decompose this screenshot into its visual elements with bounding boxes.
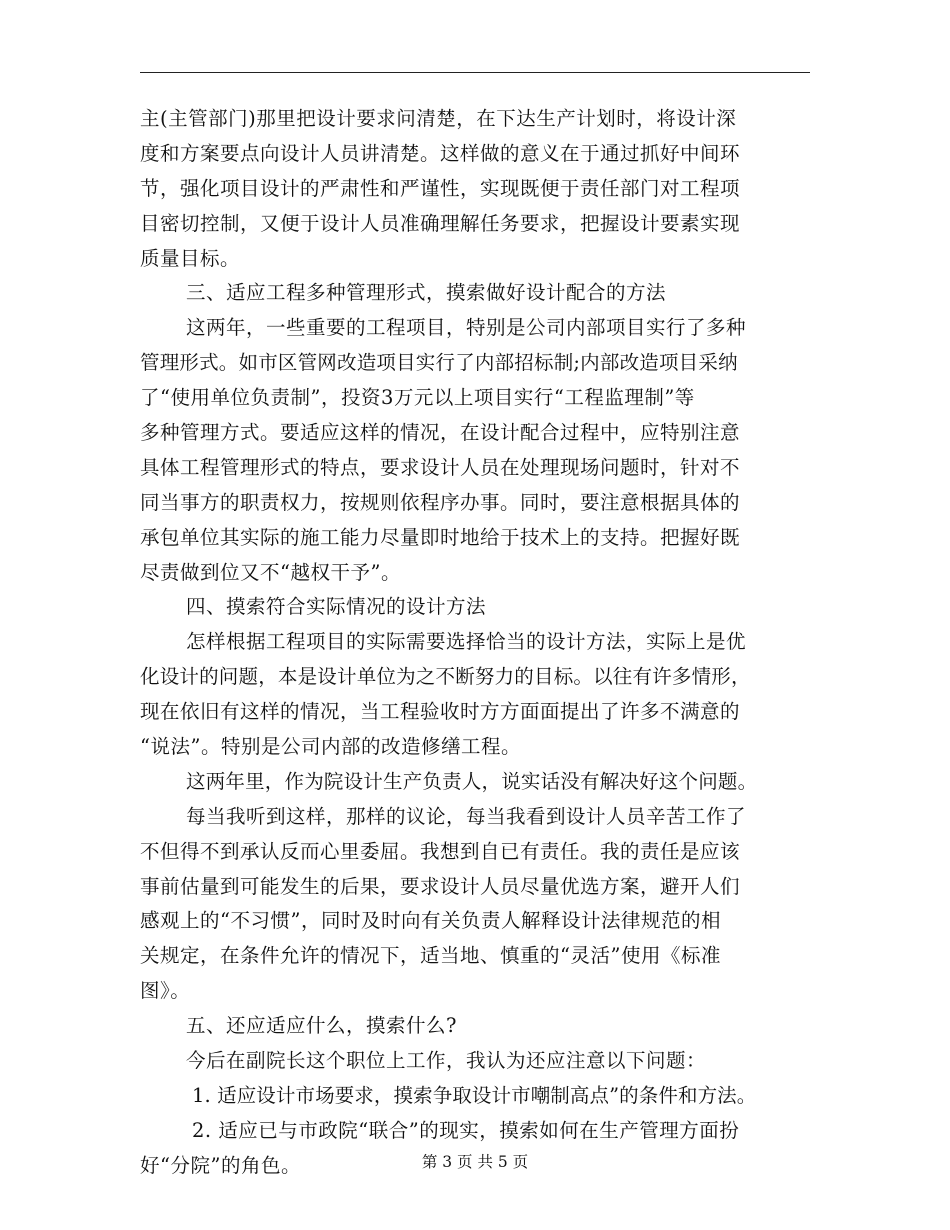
text-line: 尽责做到位又不“越权干予”。: [140, 560, 401, 584]
text-line: 具体工程管理形式的特点，要求设计人员在处理现场问题时，针对不: [140, 455, 741, 479]
text-line: 1. 适应设计市场要求，摸索争取设计市嘲制高点”的条件和方法。: [192, 1083, 757, 1107]
text-line: 主(主管部门)那里把设计要求问清楚，在下达生产计划时，将设计深: [140, 107, 737, 130]
text-line: 五、还应适应什么，摸索什么?: [186, 1014, 457, 1038]
text-line: 这两年，一些重要的工程项目，特别是公司内部项目实行了多种: [186, 316, 747, 340]
text-line: 同当事方的职责权力，按规则依程序办事。同时，要注意根据具体的: [140, 490, 741, 514]
text-line: 节，强化项目设计的严肃性和严谨性，实现既便于责任部门对工程项: [140, 176, 741, 200]
text-line: 关规定，在条件允许的情况下，适当地、慎重的“灵活”使用《标准: [140, 944, 721, 968]
text-line: 承包单位其实际的施工能力尽量即时地给于技术上的支持。把握好既: [140, 525, 741, 549]
text-line: 不但得不到承认反而心里委屈。我想到自已有责任。我的责任是应该: [140, 839, 741, 863]
text-line: 多种管理方式。要适应这样的情况，在设计配合过程中，应特别注意: [140, 421, 741, 445]
document-body: [140, 102, 812, 1184]
text-line: 今后在副院长这个职位上工作，我认为还应注意以下问题：: [186, 1049, 707, 1073]
text-line: 现在依旧有这样的情况，当工程验收时方方面面提出了许多不满意的: [140, 700, 741, 724]
text-line: “说法”。特别是公司内部的改造修缮工程。: [140, 735, 521, 759]
text-line: 怎样根据工程项目的实际需要选择恰当的设计方法，实际上是优: [186, 630, 747, 654]
text-line: 2. 适应已与市政院“联合”的现实，摸索如何在生产管理方面扮: [192, 1118, 740, 1142]
text-line: 化设计的问题，本是设计单位为之不断努力的目标。以往有许多情形，: [140, 665, 751, 689]
text-line: 了“使用单位负责制”，投资3万元以上项目实行“工程监理制”等: [140, 386, 695, 410]
text-line: 感观上的“不习惯”，同时及时向有关负责人解释设计法律规范的相: [140, 909, 721, 933]
text-line: 三、适应工程多种管理形式，摸索做好设计配合的方法: [186, 281, 667, 305]
text-line: 这两年里，作为院设计生产负责人，说实话没有解决好这个问题。: [186, 769, 758, 793]
text-line: 四、摸索符合实际情况的设计方法: [186, 595, 487, 619]
text-line: 管理形式。如市区管网改造项目实行了内部招标制;内部改造项目采纳: [140, 351, 738, 375]
text-line: 质量目标。: [140, 246, 241, 270]
header-rule: [140, 72, 810, 73]
text-line: 好“分院”的角色。: [140, 1153, 301, 1177]
text-line: 事前估量到可能发生的后果，要求设计人员尽量优选方案，避开人们: [140, 874, 741, 898]
text-line: 度和方案要点向设计人员讲清楚。这样做的意义在于通过抓好中间环: [140, 141, 741, 165]
text-line: 每当我听到这样，那样的议论，每当我看到设计人员辛苦工作了: [186, 804, 747, 828]
text-line: 图》。: [140, 979, 191, 1003]
page-footer: 第 3 页 共 5 页: [421, 1153, 529, 1171]
text-line: 目密切控制，又便于设计人员准确理解任务要求，把握设计要素实现: [140, 211, 741, 235]
